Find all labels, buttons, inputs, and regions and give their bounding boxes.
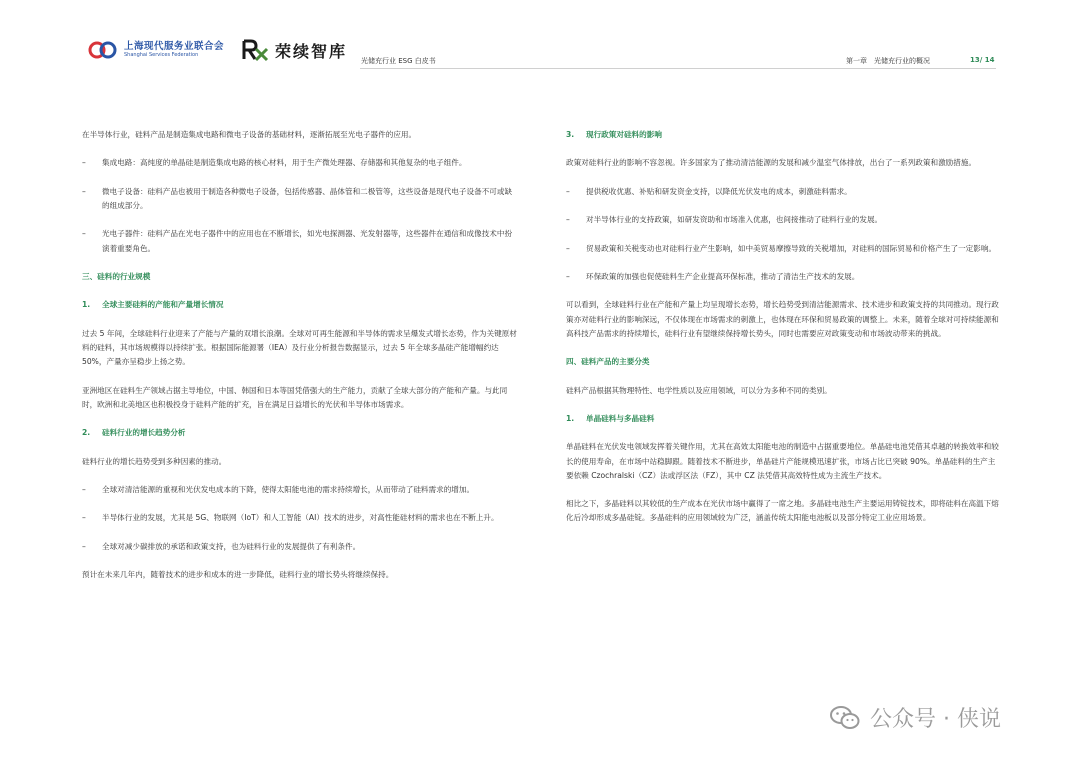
paragraph: 可以看到，全球硅料行业在产能和产量上均呈现增长态势，增长趋势受到清洁能源需求、技术进步和政策支持的共同推动。现行政策亦对硅料行业的影响深远，不仅体现在市场需求的刺激上，也体现在环保和贸易政策的调整上。未来，随着全球对可持续能源和高科技产品需求的持续增长，硅料行业有望继续保持增长势头，同时也需要应对政策变动和市场波动带来的挑战。	[566, 300, 999, 338]
page-header	[0, 0, 1080, 76]
ssf-name-en: Shanghai Services Federation	[124, 52, 199, 59]
ssf-logo-icon	[88, 38, 118, 62]
intro-paragraph: 在半导体行业，硅料产品是制造集成电路和微电子设备的基础材料，逐渐拓展至光电子器件的应用。	[82, 130, 417, 139]
list-item: – 提供税收优惠、补贴和研发资金支持，以降低光伏发电的成本，刺激硅料需求。	[566, 186, 852, 196]
page-number: 13/ 14	[970, 56, 995, 64]
list-item: – 集成电路：高纯度的单晶硅是制造集成电路的核心材料，用于生产微处理器、存储器和其他复杂的电子组件。	[82, 158, 467, 168]
subheading-policy: 3. 现行政策对硅料的影响	[566, 130, 662, 139]
paragraph: 硅料产品根据其物理特性、电学性质以及应用领域，可以分为多种不同的类别。	[566, 385, 832, 395]
section-heading-4: 四、硅料产品的主要分类	[566, 357, 650, 367]
list-item: – 环保政策的加强也促使硅料生产企业提高环保标准，推动了清洁生产技术的发展。	[566, 271, 860, 281]
paragraph: 相比之下，多晶硅料以其较低的生产成本在光伏市场中赢得了一席之地。多晶硅电池生产主要运用铸锭技术，即将硅料在高温下熔化后冷却形成多晶硅锭。多晶硅料的应用领域较为广泛，涵盖传统太阳能电池板以及部分特定工业应用场景。	[566, 499, 999, 523]
book-title: 光储充行业 ESG 白皮书	[361, 57, 436, 65]
rx-logo	[241, 38, 347, 62]
list-item: – 贸易政策和关税变动也对硅料行业产生影响，如中美贸易摩擦导致的关税增加，对硅料的国际贸易和价格产生了一定影响。	[566, 243, 997, 253]
rx-name-cn: 荣续智库	[275, 41, 348, 61]
paragraph: 亚洲地区在硅料生产领域占据主导地位，中国、韩国和日本等国凭借强大的生产能力，贡献了全球大部分的产能和产量。与此同时，欧洲和北美地区也积极投身于硅料产能的扩充，旨在满足日益增长的光伏和半导体市场需求。	[82, 385, 508, 409]
left-column	[82, 128, 518, 596]
right-column	[566, 128, 1002, 540]
list-item: – 全球对清洁能源的重视和光伏发电成本的下降，使得太阳能电池的需求持续增长，从而带动了硅料需求的增加。	[82, 484, 475, 494]
ssf-name-cn: 上海现代服务业联合会	[124, 40, 225, 52]
paragraph: 过去 5 年间，全球硅料行业迎来了产能与产量的双增长浪潮。全球对可再生能源和半导体的需求呈爆发式增长态势，作为关键原材料的硅料，其市场规模得以持续扩张。根据国际能源署（IEA）及行业分析报告数据显示，过去 5 年全球多晶硅产能增幅约达 50%，产量亦呈稳步上扬之势。	[82, 328, 517, 367]
subheading-growth: 2. 硅料行业的增长趋势分析	[82, 428, 186, 438]
list-item: – 微电子设备：硅料产品也被用于制造各种微电子设备，包括传感器、晶体管和二极管等，这些设备是现代电子设备不可或缺的组成部分。	[82, 186, 513, 210]
paragraph: 单晶硅料在光伏发电领域发挥着关键作用，尤其在高效太阳能电池的制造中占据重要地位。单晶硅电池凭借其卓越的转换效率和较长的使用寿命，在市场中站稳脚跟。随着技术不断进步，单晶硅片产能规模迅速扩张，市场占比已突破 90%。单晶硅料的生产主要依赖 Czochralski（CZ）法或浮区法（FZ），其中 CZ 法凭借其高效特性成为主流生产技术。	[566, 442, 999, 480]
list-item: – 光电子器件：硅料产品在光电子器件中的应用也在不断增长，如光电探测器、光发射器等，这些器件在通信和成像技术中扮演着重要角色。	[82, 229, 513, 253]
list-item: – 半导体行业的发展，尤其是 5G、物联网（IoT）和人工智能（AI）技术的进步，对高性能硅材料的需求也在不断上升。	[82, 513, 499, 523]
list-item: – 对半导体行业的支持政策，如研发资助和市场准入优惠，也间接推动了硅料行业的发展。	[566, 215, 883, 225]
paragraph: 硅料行业的增长趋势受到多种因素的推动。	[82, 456, 227, 466]
subheading-capacity: 1. 全球主要硅料的产能和产量增长情况	[82, 300, 224, 310]
wechat-icon	[830, 705, 860, 731]
section-heading-3: 三、硅料的行业规模	[82, 271, 151, 281]
rx-logo-icon	[241, 38, 269, 62]
wechat-watermark	[830, 702, 1001, 733]
subheading-mono-poly: 1. 单晶硅料与多晶硅料	[566, 413, 655, 423]
watermark-text: 公众号 · 侠说	[870, 707, 1001, 732]
paragraph: 预计在未来几年内，随着技术的进步和成本的进一步降低，硅料行业的增长势头将继续保持。	[82, 570, 394, 580]
ssf-logo	[88, 38, 224, 62]
paragraph: 政策对硅料行业的影响不容忽视。许多国家为了推动清洁能源的发展和减少温室气体排放，出台了一系列政策和激励措施。	[566, 158, 977, 168]
list-item: – 全球对减少碳排放的承诺和政策支持，也为硅料行业的发展提供了有利条件。	[82, 541, 361, 551]
header-divider	[360, 68, 996, 69]
chapter-title: 第一章 光储充行业的概况	[846, 57, 930, 65]
